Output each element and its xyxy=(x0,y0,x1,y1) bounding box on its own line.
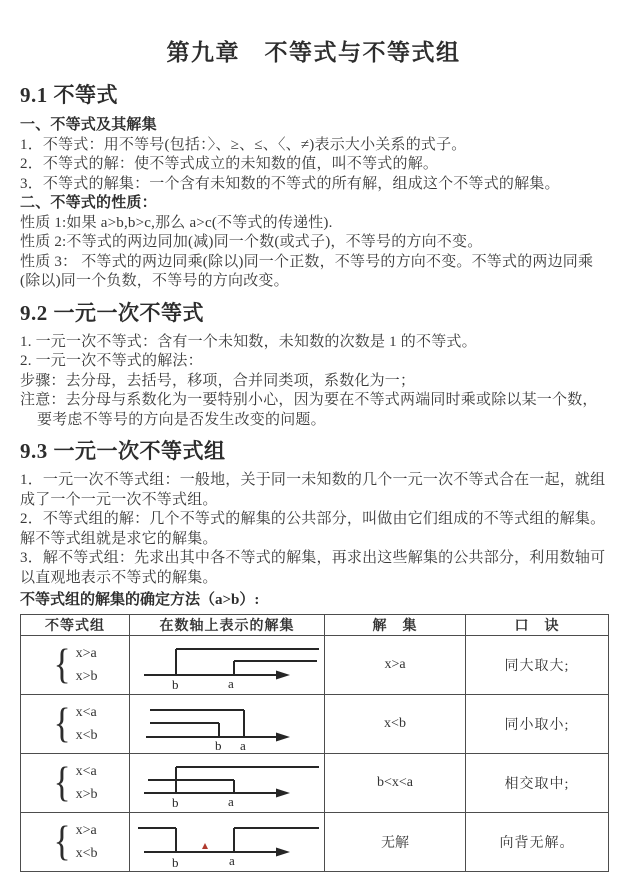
section-heading-9-2: 9.2 一元一次不等式 xyxy=(20,300,204,325)
page-title: 第九章 不等式与不等式组 xyxy=(166,40,461,65)
axis-label-b: b xyxy=(172,677,179,692)
paragraph: 3．不等式的解集：一个含有未知数的不等式的所有解，组成这个不等式的解集。 xyxy=(20,175,560,192)
table-caption: 不等式组的解集的确定方法（a>b）: xyxy=(20,592,260,608)
table-header-row xyxy=(21,615,609,636)
system-cell xyxy=(21,813,130,872)
brace-icon: { xyxy=(53,760,72,806)
inequality-2: x>b xyxy=(75,668,98,684)
paragraph: 步骤：去分母，去括号，移项，合并同类项，系数化为一； xyxy=(20,372,416,389)
col-header-system: 不等式组 xyxy=(21,615,130,636)
numberline-diagram-both-left xyxy=(132,697,322,751)
axis-label-b: b xyxy=(172,855,179,870)
section-heading-9-1: 9.1 不等式 xyxy=(20,83,118,107)
mnemonic-value: 向背无解。 xyxy=(499,836,575,851)
numberline-diagram-both-right xyxy=(132,638,322,692)
solution-cell xyxy=(325,813,466,872)
inequality-1: x>a xyxy=(75,822,97,838)
axis-label-a: a xyxy=(229,853,235,868)
mnemonic-value: 相交取中; xyxy=(504,777,570,792)
numberline-diagram-overlap xyxy=(132,756,322,810)
inequality-1: x<a xyxy=(75,704,97,720)
table-row xyxy=(21,813,609,872)
solution-cell xyxy=(325,754,466,813)
mnemonic-cell xyxy=(466,813,609,872)
table-row xyxy=(21,695,609,754)
axis-label-a: a xyxy=(228,794,234,809)
solution-value: x>a xyxy=(384,657,406,672)
solution-cell xyxy=(325,636,466,695)
section-heading-9-3: 9.3 一元一次不等式组 xyxy=(20,439,226,463)
numberline-cell xyxy=(130,695,325,754)
inequality-2: x<b xyxy=(75,845,98,861)
numberline-diagram-apart xyxy=(132,815,322,869)
solution-value: 无解 xyxy=(381,836,409,851)
arrow-icon xyxy=(276,671,290,680)
brace-icon: { xyxy=(53,819,72,865)
system-cell xyxy=(21,754,130,813)
inequality-1: x<a xyxy=(75,763,97,779)
axis-label-b: b xyxy=(172,795,179,810)
mnemonic-cell xyxy=(466,636,609,695)
paragraph: 性质 3： 不等式的两边同乘(除以)同一个正数，不等号的方向不变。不等式的两边同乘(除以)同一个负数，不等号的方向改变。 xyxy=(20,253,594,289)
axis-label-b: b xyxy=(215,738,222,753)
subheading-inequality-properties: 二、不等式的性质： xyxy=(20,195,157,211)
paragraph: 2．不等式的解：使不等式成立的未知数的值，叫不等式的解。 xyxy=(20,156,439,172)
section-9-1-body xyxy=(20,116,607,292)
paragraph: 性质 1:如果 a>b,b>c,那么 a>c(不等式的传递性). xyxy=(20,214,333,231)
col-header-mnemonic: 口 诀 xyxy=(466,615,609,636)
solution-set-table xyxy=(20,614,609,872)
table-row xyxy=(21,754,609,813)
document-page xyxy=(0,38,627,892)
paragraph: 1. 一元一次不等式：含有一个未知数，未知数的次数是 1 的不等式。 xyxy=(20,333,477,350)
solution-cell xyxy=(325,695,466,754)
paragraph: 2．不等式组的解：几个不等式的解集的公共部分，叫做由它们组成的不等式组的解集。解不等式组就是求它的解集。 xyxy=(20,511,606,547)
system-cell xyxy=(21,636,130,695)
axis-label-a: a xyxy=(240,738,246,753)
paragraph: 2. 一元一次不等式的解法： xyxy=(20,353,203,369)
brace-icon: { xyxy=(53,642,72,688)
paragraph: 3．解不等式组：先求出其中各不等式的解集，再求出这些解集的公共部分，利用数轴可以直观地表示不等式的解集。 xyxy=(20,550,606,586)
paragraph: 1．一元一次不等式组：一般地，关于同一未知数的几个一元一次不等式合在一起，就组成了一个一元一次不等式组。 xyxy=(20,472,606,508)
arrow-icon xyxy=(276,789,290,798)
red-mark-icon xyxy=(202,843,208,849)
mnemonic-cell xyxy=(466,754,609,813)
col-header-numberline: 在数轴上表示的解集 xyxy=(130,615,325,636)
col-header-solution: 解 集 xyxy=(325,615,466,636)
arrow-icon xyxy=(276,848,290,857)
arrow-icon xyxy=(276,733,290,742)
paragraph: 1．不等式：用不等号(包括：〉、≥、≤、〈、≠)表示大小关系的式子。 xyxy=(20,136,467,153)
mnemonic-value: 同小取小; xyxy=(504,718,570,733)
paragraph: 注意：去分母与系数化为一要特别小心，因为要在不等式两端同时乘或除以某一个数，要考虑不等号的方向是否发生改变的问题。 xyxy=(20,392,598,428)
numberline-cell xyxy=(130,754,325,813)
brace-icon: { xyxy=(53,701,72,747)
subheading-inequality-and-solution-set: 一、不等式及其解集 xyxy=(20,117,157,133)
numberline-cell xyxy=(130,636,325,695)
system-cell xyxy=(21,695,130,754)
paragraph: 性质 2:不等式的两边同加(减)同一个数(或式子)，不等号的方向不变。 xyxy=(20,234,483,250)
table-row xyxy=(21,636,609,695)
inequality-2: x<b xyxy=(75,727,98,743)
numberline-cell xyxy=(130,813,325,872)
inequality-1: x>a xyxy=(75,645,97,661)
mnemonic-value: 同大取大; xyxy=(504,659,570,674)
section-9-2-body xyxy=(20,333,607,431)
solution-value: b<x<a xyxy=(376,775,413,790)
section-9-3-body xyxy=(20,471,607,588)
mnemonic-cell xyxy=(466,695,609,754)
solution-value: x<b xyxy=(384,716,406,731)
axis-label-a: a xyxy=(228,676,234,691)
inequality-2: x>b xyxy=(75,786,98,802)
